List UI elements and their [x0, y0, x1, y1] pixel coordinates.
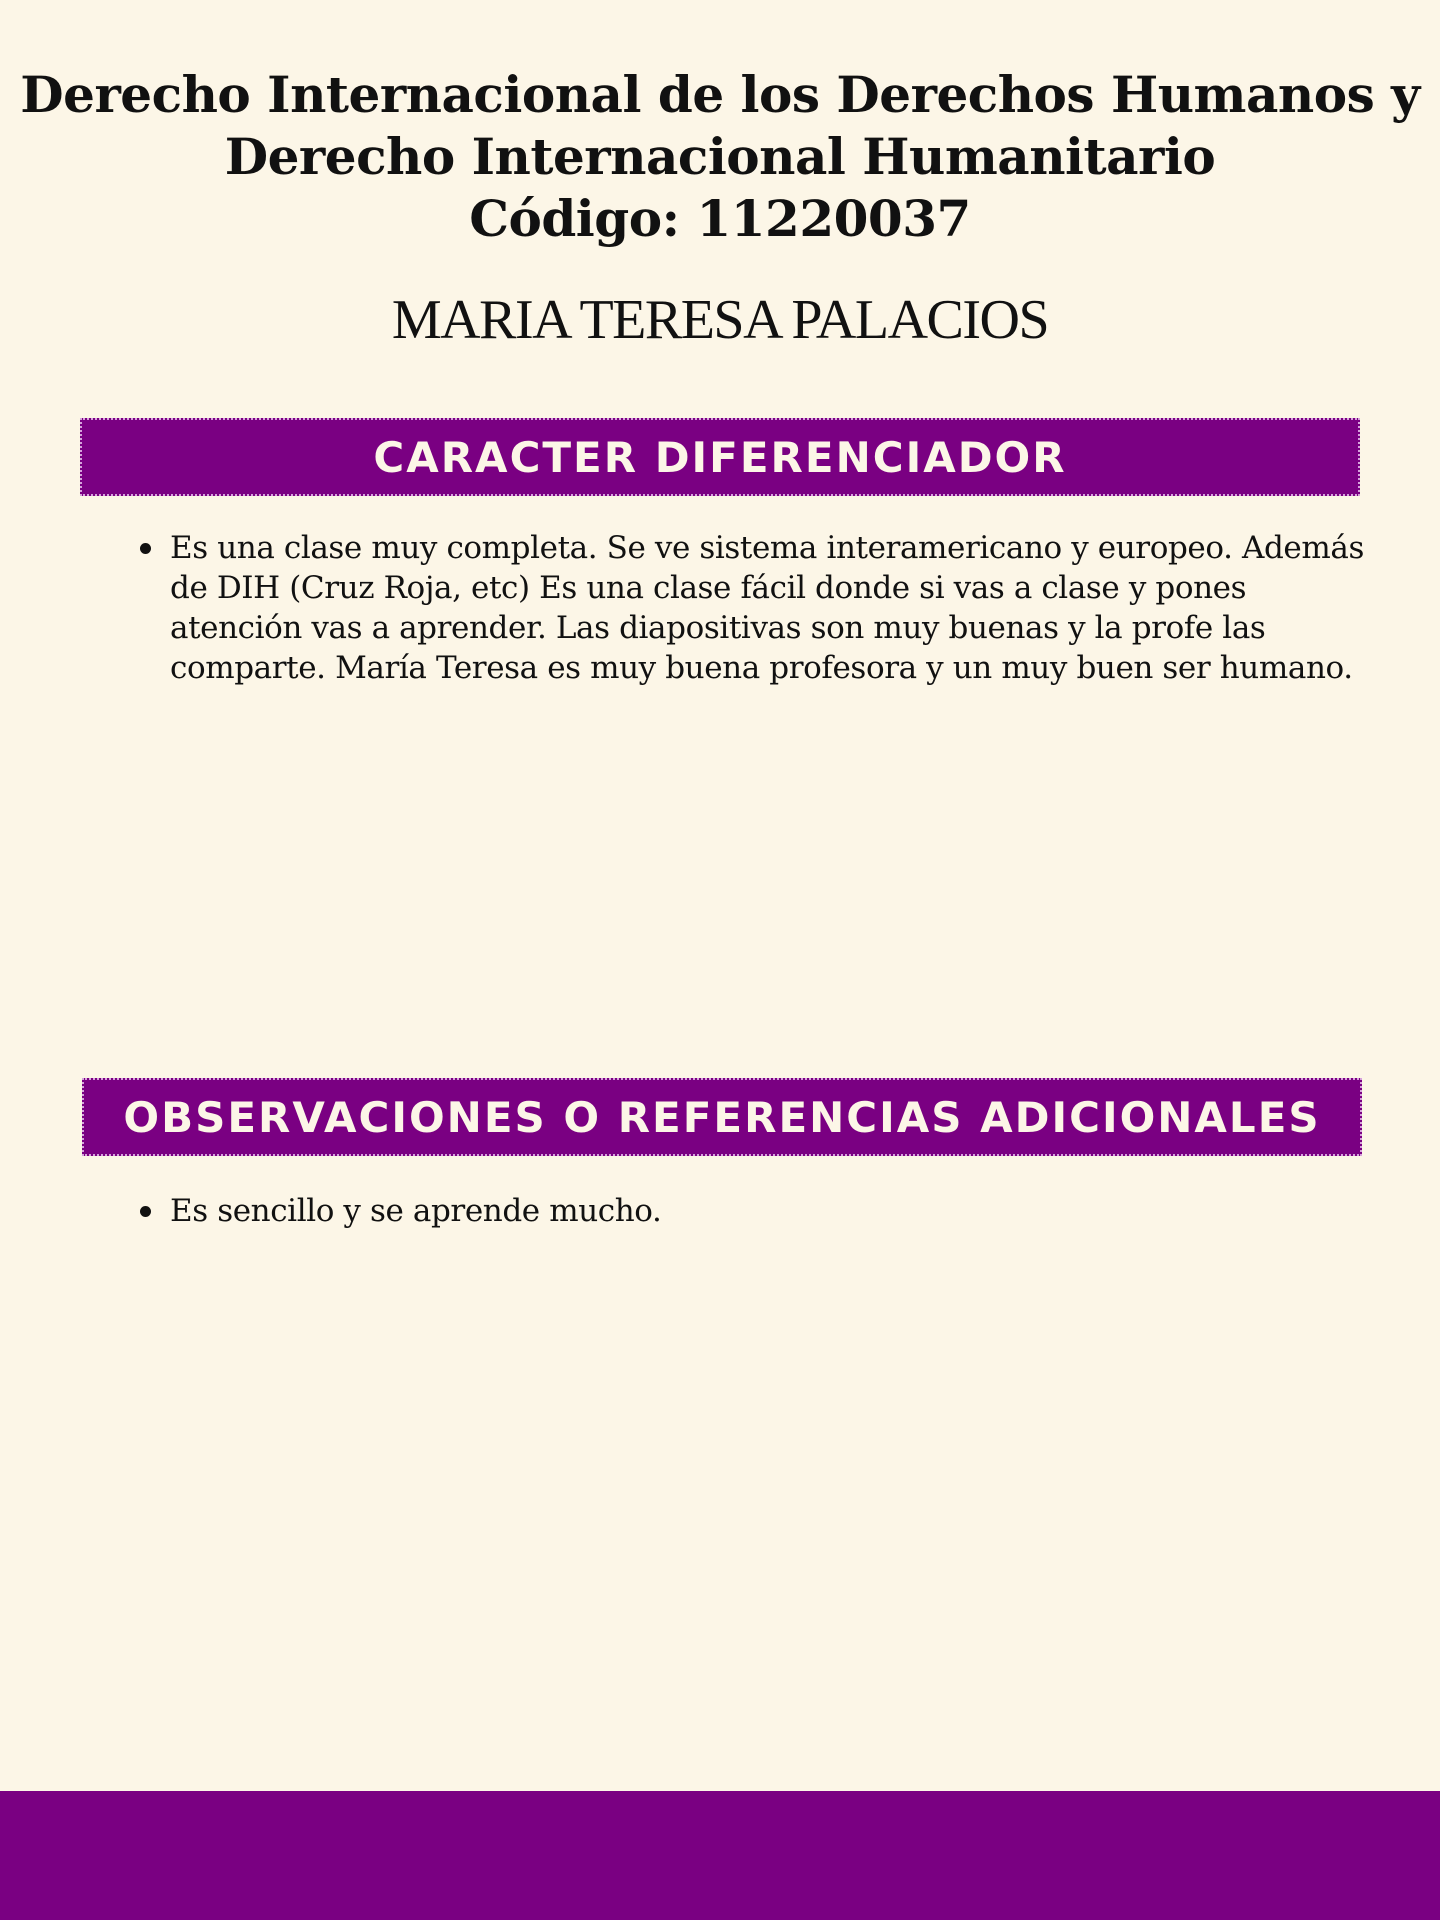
bullet-icon: [140, 1206, 151, 1217]
course-title-line-1: Derecho Internacional de los Derechos Humanos y: [20, 65, 1420, 124]
section-list-observaciones: [136, 1191, 1366, 1231]
list-item-text: Es sencillo y se aprende mucho.: [170, 1193, 662, 1229]
section-heading-caracter-diferenciador: [80, 418, 1360, 496]
list-item: [136, 1191, 1366, 1231]
professor-name: MARIA TERESA PALACIOS: [391, 289, 1049, 351]
bullet-icon: [140, 543, 151, 554]
list-item: [136, 528, 1366, 688]
course-code: Código: 11220037: [469, 189, 971, 248]
section-list-caracter-diferenciador: [136, 528, 1366, 688]
page-header: [0, 64, 1440, 354]
course-title-line-2: Derecho Internacional Humanitario: [224, 127, 1216, 186]
section-heading-observaciones: [82, 1078, 1362, 1156]
footer-band: [0, 1791, 1440, 1920]
section-heading-label: CARACTER DIFERENCIADOR: [373, 432, 1067, 482]
section-heading-label: OBSERVACIONES O REFERENCIAS ADICIONALES: [123, 1092, 1321, 1142]
list-item-text: Es una clase muy completa. Se ve sistema interamericano y europeo. Además de DIH (Cruz Roja, etc) Es una clase fácil donde si vas a clase y pones atención vas a aprender. Las diapositivas son muy buenas y la profe las comparte. María Teresa es muy buena profesora y un muy buen ser humano.: [170, 530, 1364, 686]
course-title: [0, 64, 1440, 250]
